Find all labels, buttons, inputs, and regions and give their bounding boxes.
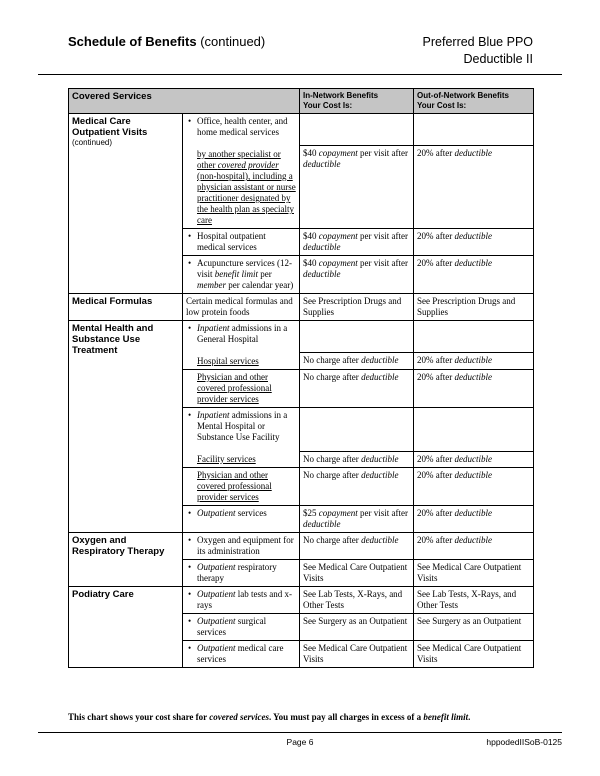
benefit-item: • Outpatient services [186,508,296,519]
in-network-cost-cell [300,408,414,452]
service-name: Medical Care Outpatient Visits [72,116,148,138]
benefit-desc-cell [183,294,300,321]
benefit-item: • Outpatient surgical services [186,616,296,638]
out-network-cost-cell [414,408,534,452]
out-network-cost-cell: 20% after deductible [414,506,534,533]
in-network-cost-cell: No charge after deductible [300,452,414,468]
table-row [69,294,534,321]
benefit-item: • Outpatient lab tests and x-rays [186,589,296,611]
service-name: Mental Health and Substance Use Treatment [72,323,154,356]
in-network-cost-cell [300,114,414,146]
plan-name: Deductible II [463,52,533,66]
out-network-cost-cell: 20% after deductible [414,468,534,506]
doc-code: hppodedIISoB-0125 [486,737,562,747]
out-network-cost-cell: 20% after deductible [414,533,534,560]
benefit-desc-cell [183,408,300,468]
service-name-continued: (continued) [72,138,113,147]
benefit-item: • Oxygen and equipment for its administration [186,535,296,557]
service-cell-podiatry-care [69,587,183,668]
table-row [69,587,534,614]
out-network-cost-cell [414,114,534,146]
benefit-desc-cell [183,468,300,506]
in-network-cost-cell: See Prescription Drugs and Supplies [300,294,414,321]
table-row [69,321,534,353]
service-name: Oxygen and Respiratory Therapy [72,535,165,557]
page-number: Page 6 [286,737,314,747]
in-network-cost-cell: $40 copayment per visit after deductible [300,146,414,229]
column-header-in-network [300,89,414,114]
benefit-item: • Outpatient respiratory therapy [186,562,296,584]
footer-rule [38,732,562,733]
table-row [69,533,534,560]
out-network-cost-cell: See Medical Care Outpatient Visits [414,560,534,587]
benefit-desc-cell [183,256,300,294]
benefit-desc-cell [183,229,300,256]
in-network-cost-cell: No charge after deductible [300,468,414,506]
table-header-row [69,89,534,114]
document-title-main: Schedule of Benefits [68,34,197,49]
benefit-desc-cell [183,641,300,668]
in-network-cost-cell: See Medical Care Outpatient Visits [300,641,414,668]
benefit-desc-cell [183,370,300,408]
table-row [69,114,534,146]
benefit-item: • Inpatient admissions in a General Hospital [186,323,296,345]
header-line-1 [68,34,533,49]
benefit-item-detail: by another specialist or other covered provider (non-hospital), including a physician assistant or nurse practitioner designated by the health plan as specialty care [197,149,296,225]
service-name: Podiatry Care [72,589,134,600]
out-network-cost-cell: 20% after deductible [414,146,534,229]
in-network-cost-cell: No charge after deductible [300,353,414,370]
in-network-cost-cell: No charge after deductible [300,370,414,408]
in-network-cost-cell [300,321,414,353]
service-cell-medical-formulas [69,294,183,321]
out-network-cost-cell [414,321,534,353]
benefit-item-detail: Hospital services [197,356,259,366]
benefit-item: • Inpatient admissions in a Mental Hospital or Substance Use Facility [186,410,296,443]
benefit-item: Physician and other covered professional provider services [197,470,272,502]
product-name: Preferred Blue PPO [422,35,533,49]
in-network-header-line2: Your Cost Is: [303,101,353,110]
service-name: Medical Formulas [72,296,153,307]
benefit-item: Certain medical formulas and low protein foods [186,296,293,317]
benefit-item: • Hospital outpatient medical services [186,231,296,253]
out-network-cost-cell: See Lab Tests, X-Rays, and Other Tests [414,587,534,614]
out-network-header-line1: Out-of-Network Benefits [417,91,509,100]
in-network-cost-cell: See Medical Care Outpatient Visits [300,560,414,587]
service-cell-mental-health-substance-use [69,321,183,533]
benefit-desc-cell [183,114,300,229]
out-network-header-line2: Your Cost Is: [417,101,467,110]
in-network-cost-cell: See Surgery as an Outpatient [300,614,414,641]
footer-meta-row [38,737,562,748]
out-network-cost-cell: 20% after deductible [414,370,534,408]
document-title-suffix: (continued) [196,34,266,49]
benefit-item: Physician and other covered professional provider services [197,372,272,404]
benefit-item: • Acupuncture services (12-visit benefit limit per member per calendar year) [186,258,296,291]
benefit-desc-cell [183,506,300,533]
column-header-covered-services: Covered Services [69,89,300,114]
benefit-desc-cell [183,614,300,641]
benefit-desc-cell [183,560,300,587]
benefit-desc-cell [183,533,300,560]
in-network-cost-cell: $25 copayment per visit after deductible [300,506,414,533]
page-footer [0,712,600,748]
benefit-desc-cell [183,587,300,614]
benefits-table [68,88,534,668]
in-network-cost-cell: No charge after deductible [300,533,414,560]
out-network-cost-cell: 20% after deductible [414,353,534,370]
page-header [0,34,600,75]
document-title [68,34,265,49]
out-network-cost-cell: See Medical Care Outpatient Visits [414,641,534,668]
in-network-cost-cell: $40 copayment per visit after deductible [300,256,414,294]
out-network-cost-cell: See Surgery as an Outpatient [414,614,534,641]
out-network-cost-cell: 20% after deductible [414,452,534,468]
in-network-header-line1: In-Network Benefits [303,91,379,100]
benefit-desc-cell [183,321,300,370]
out-network-cost-cell: 20% after deductible [414,229,534,256]
column-header-out-network [414,89,534,114]
benefit-item: • Office, health center, and home medical services [186,116,296,138]
out-network-cost-cell: 20% after deductible [414,256,534,294]
benefit-item: • Outpatient medical care services [186,643,296,665]
footer-note: This chart shows your cost share for covered services. You must pay all charges in excess of a benefit limit. [68,712,471,722]
benefit-item-detail: Facility services [197,454,256,464]
header-rule [38,74,562,75]
out-network-cost-cell: See Prescription Drugs and Supplies [414,294,534,321]
in-network-cost-cell: See Lab Tests, X-Rays, and Other Tests [300,587,414,614]
in-network-cost-cell: $40 copayment per visit after deductible [300,229,414,256]
service-cell-medical-care-outpatient-visits [69,114,183,294]
service-cell-oxygen-respiratory-therapy [69,533,183,587]
